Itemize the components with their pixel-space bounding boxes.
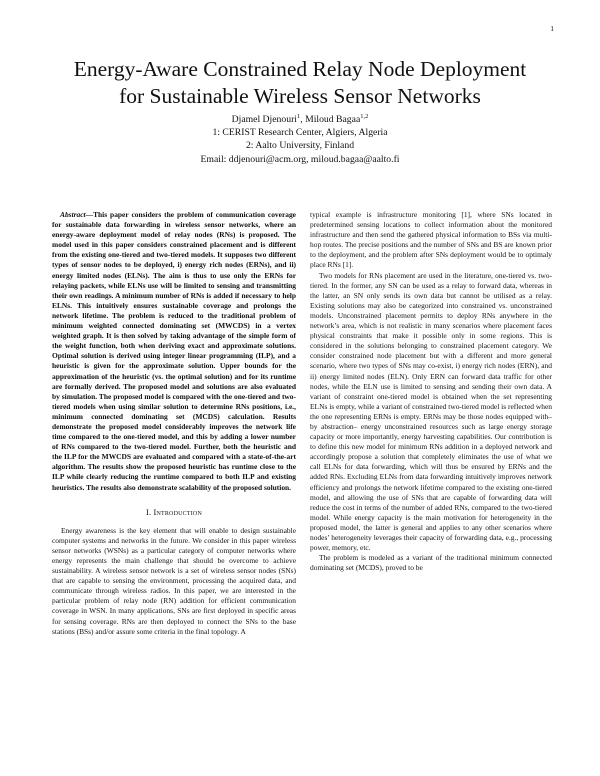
- right-column: [310, 210, 552, 573]
- page-number: 1: [550, 24, 554, 33]
- left-column: [52, 210, 296, 637]
- author-1-superscript: 1: [297, 112, 301, 120]
- author-2: Miloud Bagaa: [305, 114, 361, 125]
- author-block: [40, 113, 560, 166]
- section-heading-introduction: I. Introduction: [145, 507, 202, 517]
- title-line-1: Energy-Aware Constrained Relay Node Deployment: [73, 57, 527, 81]
- author-separator: ,: [300, 114, 306, 125]
- abstract-text: —This paper considers the problem of communication coverage for sustainable data forwarding in wireless sensor networks, where an energy-aware deployment model of relay nodes (RNs) is proposed. The model used in this paper considers constrained placement and is different from the existing one-tiered and two-tiered models. It supposes two different types of sensor nodes to be deployed, i) energy rich nodes (ERNs), and ii) energy limited nodes (ELNs). The aim is thus to use only the ERNs for relaying packets, while ELNs use will be limited to sensing and transmitting their own readings. A minimum number of RNs is added if necessary to help ELNs. This intuitively ensures sustainable coverage and prolongs the network lifetime. The problem is reduced to the traditional problem of minimum weighted connected dominating set (MWCDS) in a vertex weighted graph. It is then solved by taking advantage of the simple form of the weight function, both when deriving exact and approximate solutions. Optimal solution is derived using integer linear programming (ILP), and a heuristic is given for the approximate solution. Upper bounds for the approximation of the heuristic (vs. the optimal solution) and for its runtime are formally derived. The proposed model and solutions are also evaluated by simulation. The proposed model is compared with the one-tiered and two-tiered models when using similar solution to determine RNs positions, i.e., minimum connected dominating set (MCDS) calculation. Results demonstrate the proposed model considerably improves the network life time compared to the one-tiered model, and this by adding a lower number of RNs compared to the two-tiered model. Further, both the heuristic and the ILP for the MWCDS are evaluated and compared with a state-of-the-art algorithm. The results show the proposed heuristic has runtime close to the ILP while clearly reducing the runtime compared to both ILP and existing heuristics. The results also demonstrate scalability of the proposed solution.: [52, 210, 296, 492]
- author-names: [40, 113, 560, 126]
- author-2-superscript: 1,2: [360, 112, 369, 120]
- title-line-2: for Sustainable Wireless Sensor Networks: [119, 84, 481, 108]
- abstract: [52, 210, 296, 493]
- author-1: Djamel Djenouri: [231, 114, 297, 125]
- intro-paragraph-1-continued: typical example is infrastructure monitoring [1], where SNs located in predetermined sensing locations to collect information about the monitored infrastructure and then send the gathered physical information to BSs via multi-hop routes. The precise positions and the number of SNs and BS are known prior to the deployment, and the problem after SNs deployment would be to optimaly place RNs [1].: [310, 210, 552, 270]
- intro-paragraph-3: The problem is modeled as a variant of the traditional minimum connected dominating set (MCDS), proved to be: [310, 553, 552, 573]
- intro-paragraph-1: Energy awareness is the key element that will enable to design sustainable computer systems and networks in the future. We consider in this paper wireless sensor networks (WSNs) as a particular category of computer networks where energy represents the main challenge that should be overcome to achieve sustainability. A wireless sensor network is a set of wireless sensor nodes (SNs) that are capable to sensing the environment, processing the acquired data, and communicate through wireless radios. In this paper, we are interested in the particular problem of relay node (RN) addition for efficient communication coverage in WSN. In many applications, SNs are first deployed in specific areas for sensing coverage. RNs are then deployed to connect the SNs to the base stations (BSs) and/or assure some criteria in the final topology. A: [52, 525, 296, 636]
- author-email: Email: ddjenouri@acm.org, miloud.bagaa@aalto.fi: [200, 153, 400, 165]
- paper-title: [40, 56, 560, 110]
- affiliation-1: 1: CERIST Research Center, Algiers, Algeria: [212, 127, 388, 139]
- abstract-label: Abstract: [60, 210, 86, 219]
- intro-paragraph-2: Two models for RNs placement are used in the literature, one-tiered vs. two-tiered. In the former, any SN can be used as a relay to forward data, whereas in the latter, an SN only sends its own data but cannot be utilised as a relay. Existing solutions may also be categorized into constrained vs. unconstrained models. Unconstrained placement permits to deploy RNs anywhere in the network’s area, which is not realistic in many scenarios where placement faces physical constraints that make it possible only in some regions. This is considered in the solutions belonging to constrained placement category. We consider constrained node placement but with a different and more general scenario, where two types of SNs may co-exist, i) energy rich nodes (ERN), and ii) energy limited nodes (ELN). Only ERN can forward data traffic for other nodes, while the ELN use is limited to sensing and sending their own data. A variant of constraint one-tiered model is obtained when the set representing ELNs is empty, while a variant of constrained two-tiered model is reflected when the one representing ERNs is empty. ERNs may be those nodes equipped with– by abstraction– energy unconstrained resources such as large energy storage capacity or more importantly, energy harvesting capabilities. Our contribution is to define this new model for minimum RNs addition in a deployed network and accordingly propose a solution that completely eliminates the use of what we call ELNs for data forwarding, which will thus be ensured by ERNs and the added RNs. Excluding ELNs from data forwarding intuitively improves network efficiency and prolongs the network lifetime compared to the existing one-tiered model, and allowing the use of SNs that are capable of forwarding data will reduce the cost in terms of the number of added RNs, compared to the two-tiered model. While energy capacity is the main motivation for heterogeneity in the proposed model, the latter is general and applies to any other scenarios where nodes’ heterogeneity leverages their capacity of forwarding data, e.g., processing power, memory, etc.: [310, 270, 552, 553]
- affiliation-2: 2: Aalto University, Finland: [245, 140, 355, 152]
